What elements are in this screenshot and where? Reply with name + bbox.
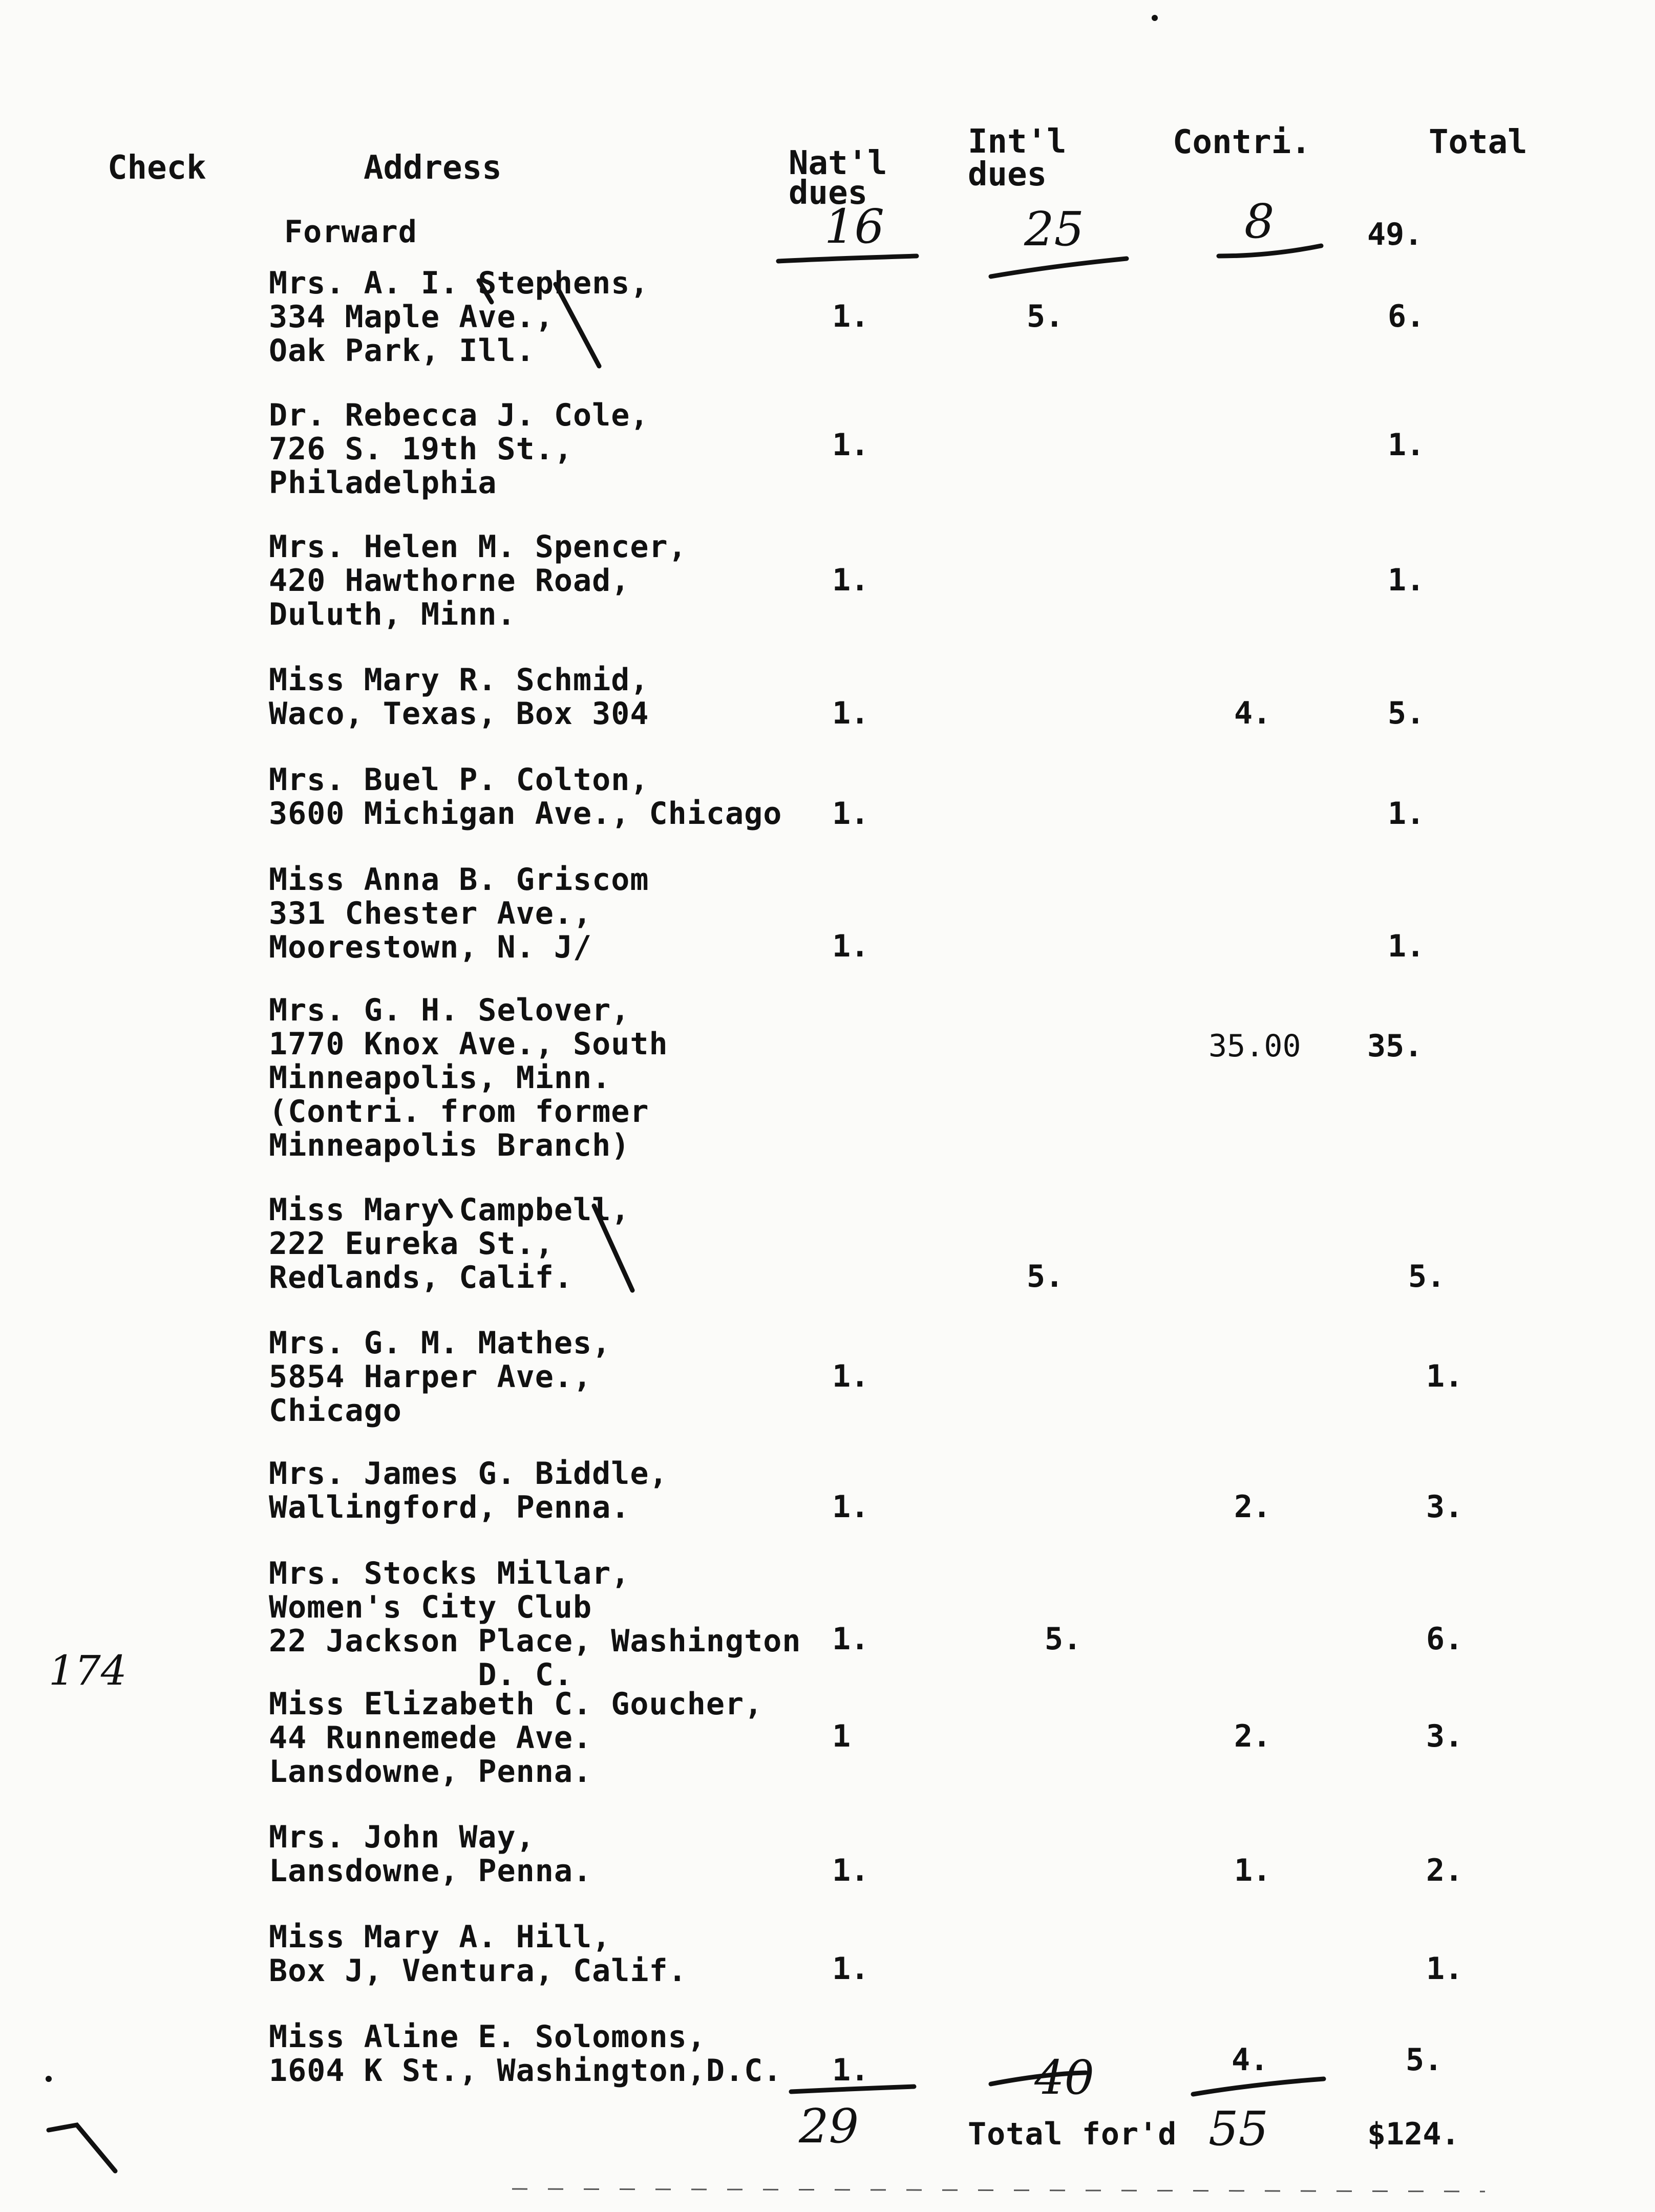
row-total: 1.	[1426, 1951, 1463, 1987]
row-address: Mrs. Buel P. Colton, 3600 Michigan Ave., Chicago	[269, 762, 782, 832]
row-contri: 2.	[1234, 1718, 1271, 1754]
forward-natl: 16	[824, 199, 885, 254]
row-natl: 1.	[832, 1853, 869, 1888]
total-intl: 40	[1034, 2050, 1095, 2105]
row-total: 6.	[1388, 299, 1425, 334]
row-total: 1.	[1388, 796, 1425, 832]
total-contri-underline	[1193, 2079, 1324, 2094]
row-natl: 1.	[832, 928, 869, 964]
margin-page-number: 174	[49, 1647, 127, 1694]
row-address: Miss Anna B. Griscom 331 Chester Ave., Moorestown, N. J/	[269, 862, 649, 965]
row-natl: 1.	[832, 427, 869, 463]
forward-intl-underline	[991, 259, 1127, 276]
row-total: 2.	[1426, 1853, 1463, 1888]
row-intl: 5.	[1045, 1621, 1082, 1657]
row-natl: 1.	[832, 1621, 869, 1657]
row-natl: 1.	[832, 695, 869, 731]
row-total: 1.	[1388, 928, 1425, 964]
row-address: Mrs. A. I. Stephens, 334 Maple Ave., Oak Park, Ill.	[269, 265, 649, 369]
row-address: Mrs. Helen M. Spencer, 420 Hawthorne Road, Duluth, Minn.	[269, 529, 687, 632]
row-total: 1.	[1388, 562, 1425, 598]
row-total: 5.	[1406, 2042, 1443, 2078]
row-contri: 4.	[1232, 2042, 1269, 2078]
stray-mark	[49, 2125, 115, 2171]
total-forward-label: Total for'd	[968, 2116, 1177, 2152]
row-contri: 35.00	[1208, 1028, 1301, 1064]
total-contri: 55	[1208, 2101, 1269, 2156]
row-intl: 5.	[1027, 299, 1064, 334]
row-address: Mrs. G. H. Selover, 1770 Knox Ave., South Minneapolis, Minn. (Contri. from former Minneapolis Branch)	[269, 992, 668, 1163]
row-total: 5.	[1408, 1259, 1446, 1294]
row-address: Miss Aline E. Solomons, 1604 K St., Washington,D.C.	[269, 2019, 782, 2089]
row-natl: 1	[832, 1718, 851, 1754]
header-total: Total	[1429, 123, 1527, 161]
row-total: 3.	[1426, 1718, 1463, 1754]
header-natl-dues: Nat'l dues	[789, 144, 887, 212]
row-address: Mrs. Stocks Millar, Women's City Club 22 Jackson Place, Washington D. C.	[269, 1556, 801, 1693]
row-total: 35.	[1367, 1028, 1423, 1064]
row-address: Miss Elizabeth C. Goucher, 44 Runnemede Ave. Lansdowne, Penna.	[269, 1686, 763, 1790]
row-natl: 1.	[832, 1489, 869, 1525]
row-contri: 1.	[1234, 1853, 1271, 1888]
row-contri: 4.	[1234, 695, 1271, 731]
row-contri: 2.	[1234, 1489, 1271, 1525]
row-natl: 1.	[832, 299, 869, 334]
row-address: Miss Mary A. Hill, Box J, Ventura, Calif.	[269, 1919, 687, 1989]
row-address: Dr. Rebecca J. Cole, 726 S. 19th St., Philadelphia	[269, 397, 649, 501]
row-natl: 1.	[832, 1358, 869, 1394]
forward-natl-underline	[778, 256, 917, 261]
row-intl: 5.	[1027, 1259, 1064, 1294]
row-natl: 1.	[832, 796, 869, 832]
forward-contri: 8	[1244, 194, 1275, 249]
forward-intl: 25	[1024, 202, 1085, 257]
row-total: 6.	[1426, 1621, 1463, 1657]
forward-total: 49.	[1367, 217, 1423, 252]
row-address: Mrs. G. M. Mathes, 5854 Harper Ave., Chicago	[269, 1325, 611, 1429]
row-total: 1.	[1426, 1358, 1463, 1394]
row-address: Miss Mary Campbell, 222 Eureka St., Redlands, Calif.	[269, 1192, 630, 1295]
row-natl: 1.	[832, 1951, 869, 1987]
total-amount: $124.	[1367, 2116, 1460, 2152]
row-total: 5.	[1388, 695, 1425, 731]
row-natl: 1.	[832, 2052, 869, 2088]
row-natl: 1.	[832, 562, 869, 598]
header-check: Check	[108, 149, 206, 187]
total-natl: 29	[799, 2099, 859, 2154]
row-total: 1.	[1388, 427, 1425, 463]
row-address: Miss Mary R. Schmid, Waco, Texas, Box 304	[269, 662, 649, 732]
header-intl-dues: Int'l dues	[968, 123, 1067, 194]
row-address: Mrs. James G. Biddle, Wallingford, Penna.	[269, 1456, 668, 1525]
row-total: 3.	[1426, 1489, 1463, 1525]
row-address: Mrs. John Way, Lansdowne, Penna.	[269, 1819, 592, 1889]
header-address: Address	[364, 149, 502, 187]
forward-label: Forward	[284, 214, 417, 250]
header-contri: Contri.	[1173, 123, 1311, 161]
